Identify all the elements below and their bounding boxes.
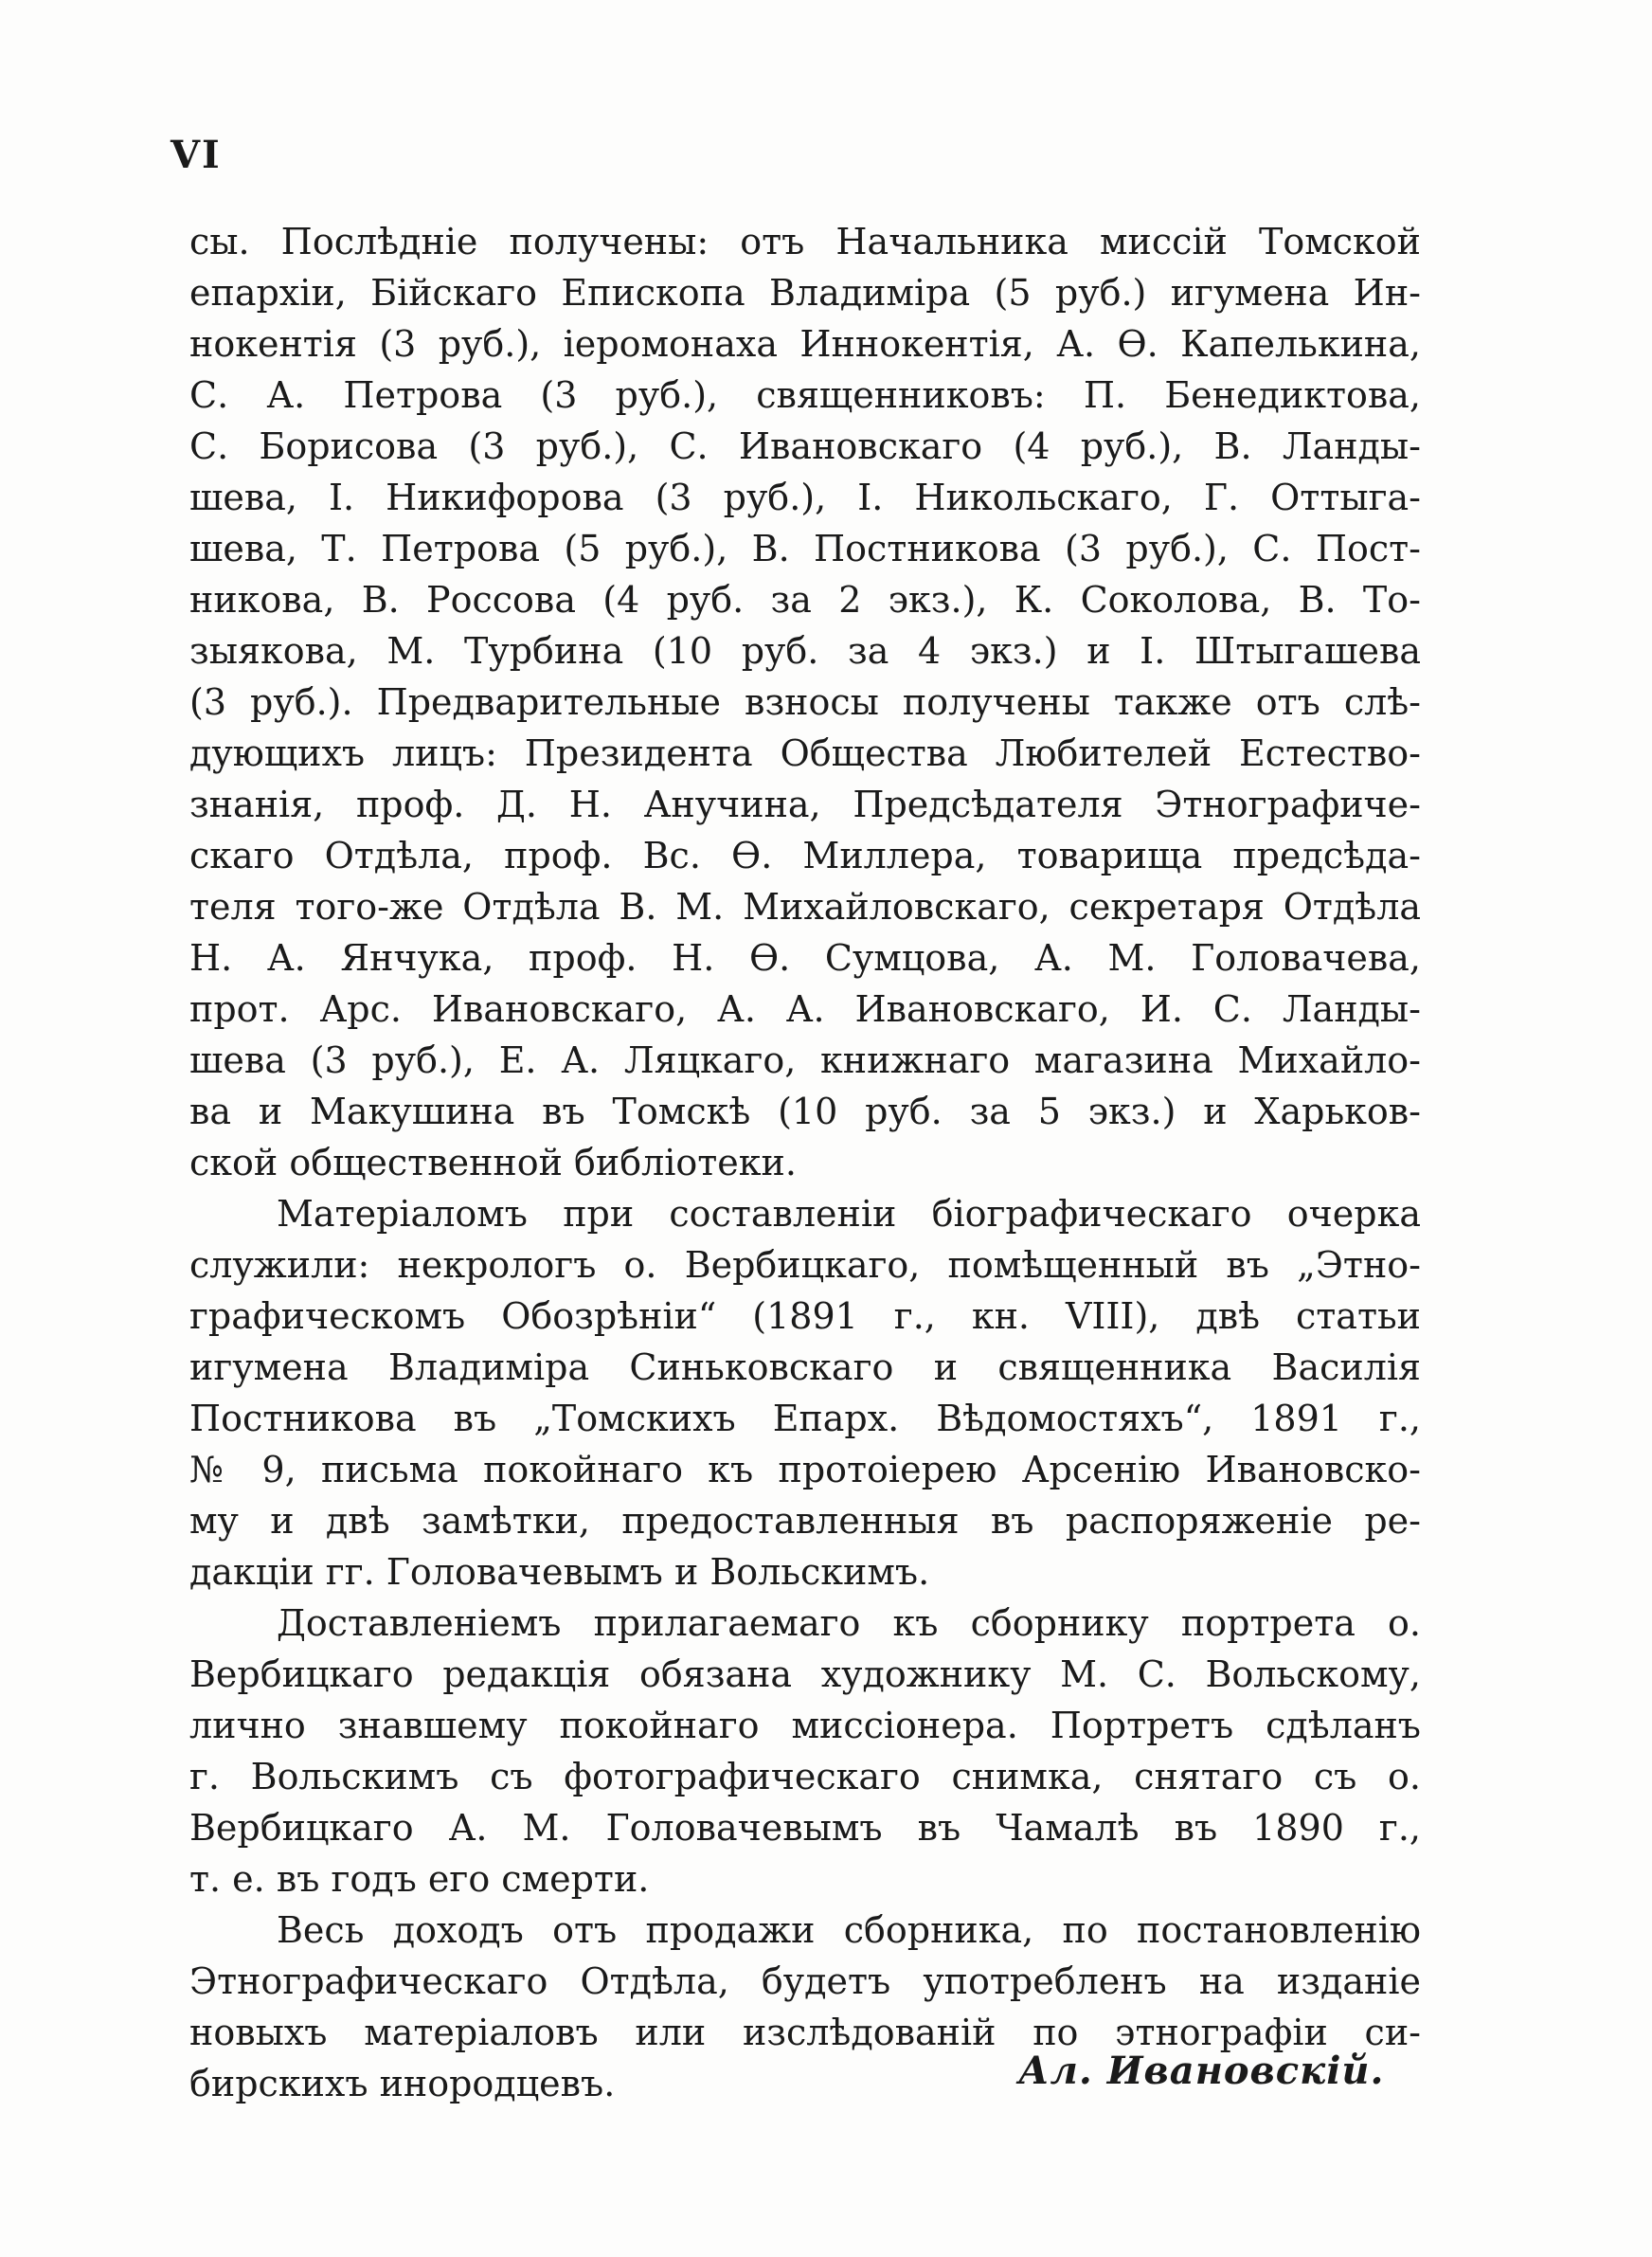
text-line: игумена Владимiра Синьковскаго и священника Василiя xyxy=(189,1346,1421,1388)
text-line: знанiя, проф. Д. Н. Анучина, Предсѣдателя Этнографиче- xyxy=(189,784,1421,825)
author-signature: Ал. Ивановскiй. xyxy=(1018,2049,1385,2093)
text-line: прот. Арс. Ивановскаго, А. А. Ивановскаго, И. С. Ланды- xyxy=(189,988,1421,1030)
text-line: скаго Отдѣла, проф. Вс. Ѳ. Миллера, товарища предсѣда- xyxy=(189,835,1421,876)
text-line: Постникова въ „Томскихъ Епарх. Вѣдомостяхъ“, 1891 г., xyxy=(189,1398,1421,1439)
text-line: шева (3 руб.), Е. А. Ляцкаго, книжнаго магазина Михайло- xyxy=(189,1039,1421,1081)
text-line: Вербицкаго редакцiя обязана художнику М. С. Вольскому, xyxy=(189,1653,1421,1695)
text-line: № 9, письма покойнаго къ протоiерею Арсенiю Ивановско- xyxy=(189,1449,1421,1490)
text-line: Доставленiемъ прилагаемаго къ сборнику портрета о. xyxy=(277,1602,1421,1644)
text-line: шева, Т. Петрова (5 руб.), В. Постникова (3 руб.), С. Пост- xyxy=(189,528,1421,569)
text-line: бирскихъ инородцевъ. xyxy=(189,2063,616,2104)
text-line: епархiи, Бiйскаго Епископа Владимiра (5 руб.) игумена Ин- xyxy=(189,272,1421,314)
text-line: зыякова, М. Турбина (10 руб. за 4 экз.) и I. Штыгашева xyxy=(189,630,1421,672)
text-line: новыхъ матерiаловъ или изслѣдованiй по этнографiи си- xyxy=(189,2012,1421,2053)
text-line: никова, В. Россова (4 руб. за 2 экз.), К. Соколова, В. То- xyxy=(189,579,1421,621)
text-line: Весь доходъ отъ продажи сборника, по постановленiю xyxy=(277,1909,1421,1951)
text-line: ва и Макушина въ Томскѣ (10 руб. за 5 экз.) и Харьков- xyxy=(189,1091,1421,1132)
text-line: Вербицкаго А. М. Головачевымъ въ Чамалѣ въ 1890 г., xyxy=(189,1807,1421,1849)
text-line: С. Борисова (3 руб.), С. Ивановскаго (4 руб.), В. Ланды- xyxy=(189,425,1421,467)
text-line: т. е. въ годъ его смерти. xyxy=(189,1858,650,1900)
text-line: (3 руб.). Предварительные взносы получены также отъ слѣ- xyxy=(189,681,1421,723)
text-line: теля того-же Отдѣла В. М. Михайловскаго, секретаря Отдѣла xyxy=(189,886,1421,928)
text-line: графическомъ Обозрѣнiи“ (1891 г., кн. VIII), двѣ статьи xyxy=(189,1295,1421,1337)
text-line: Н. А. Янчука, проф. Н. Ѳ. Сумцова, А. М. Головачева, xyxy=(189,937,1421,979)
page-number: VI xyxy=(171,133,222,177)
text-line: нокентiя (3 руб.), iеромонаха Иннокентiя, А. Ѳ. Капелькина, xyxy=(189,323,1421,365)
text-line: му и двѣ замѣтки, предоставленныя въ распоряженiе ре- xyxy=(189,1500,1421,1542)
text-line: С. А. Петрова (3 руб.), священниковъ: П. Бенедиктова, xyxy=(189,374,1421,416)
text-line: служили: некрологъ о. Вербицкаго, помѣщенный въ „Этно- xyxy=(189,1244,1421,1286)
text-line: ской общественной библiотеки. xyxy=(189,1142,797,1183)
text-line: дакцiи гг. Головачевымъ и Вольскимъ. xyxy=(189,1551,930,1593)
text-line: лично знавшему покойнаго миссiонера. Портретъ сдѣланъ xyxy=(189,1705,1421,1746)
body-text xyxy=(189,216,1421,2109)
text-line: сы. Послѣднiе получены: отъ Начальника миссiй Томской xyxy=(189,221,1421,262)
text-line: дующихъ лицъ: Президента Общества Любителей Естество- xyxy=(189,732,1421,774)
text-line: Матерiаломъ при составленiи бiографическаго очерка xyxy=(277,1193,1421,1235)
text-line: Этнографическаго Отдѣла, будетъ употребленъ на изданiе xyxy=(189,1960,1421,2002)
text-line: г. Вольскимъ съ фотографическаго снимка, снятаго съ о. xyxy=(189,1756,1421,1797)
text-line: шева, I. Никифорова (3 руб.), I. Никольскаго, Г. Оттыга- xyxy=(189,477,1421,518)
